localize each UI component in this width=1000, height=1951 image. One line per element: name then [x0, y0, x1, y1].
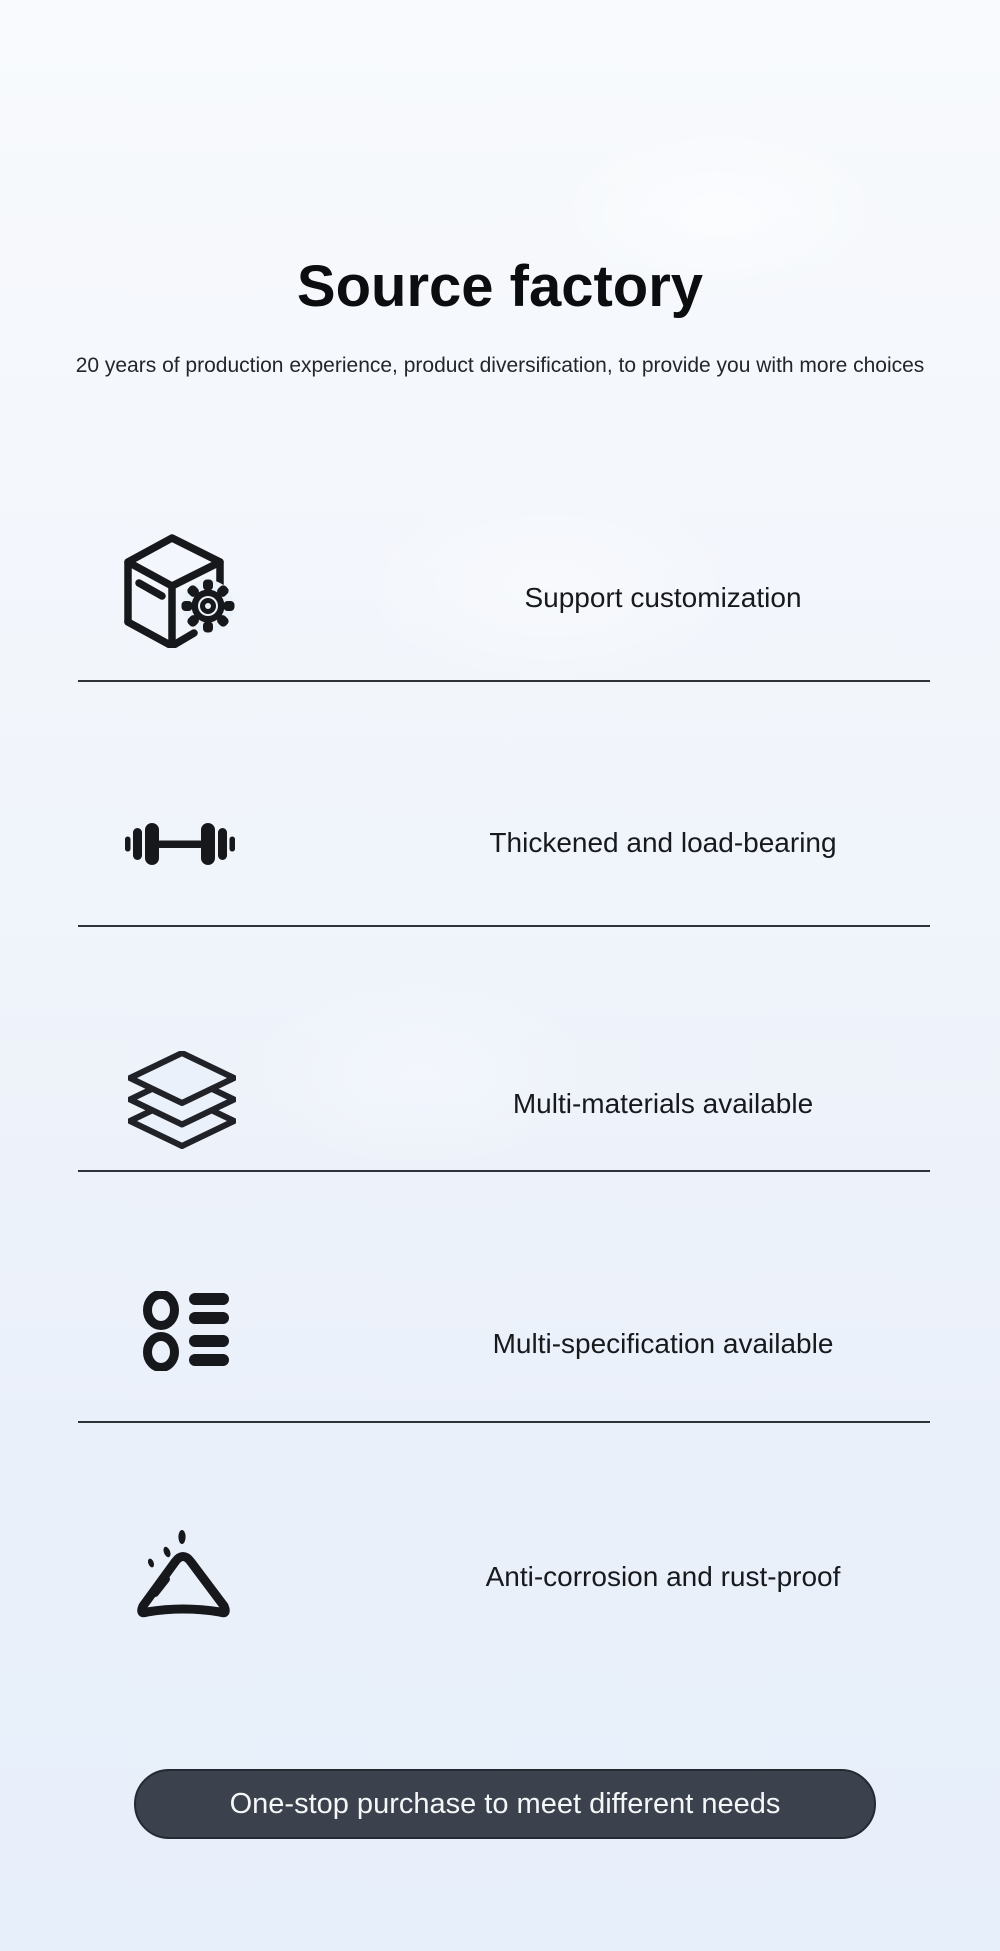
- spec-list-icon: [141, 1291, 229, 1371]
- layers-icon: [128, 1051, 236, 1149]
- mound-droplets-icon: [130, 1522, 235, 1620]
- feature-label: Anti-corrosion and rust-proof: [485, 1561, 841, 1592]
- divider: [78, 1170, 930, 1172]
- page-title: Source factory: [296, 254, 704, 319]
- feature-label: Multi-materials available: [512, 1088, 814, 1119]
- feature-label: Multi-specification available: [492, 1328, 834, 1359]
- divider: [78, 1421, 930, 1423]
- divider: [78, 680, 930, 682]
- cta-button[interactable]: [134, 1769, 876, 1839]
- dumbbell-icon: [124, 822, 236, 866]
- cta-button-label: One-stop purchase to meet different needs: [229, 1787, 781, 1820]
- divider: [78, 925, 930, 927]
- feature-label: Support customization: [524, 582, 802, 613]
- feature-label: Thickened and load-bearing: [489, 827, 837, 858]
- cube-gear-icon: [124, 534, 238, 648]
- page-subtitle: 20 years of production experience, product diversification, to provide you with more choices: [75, 354, 925, 377]
